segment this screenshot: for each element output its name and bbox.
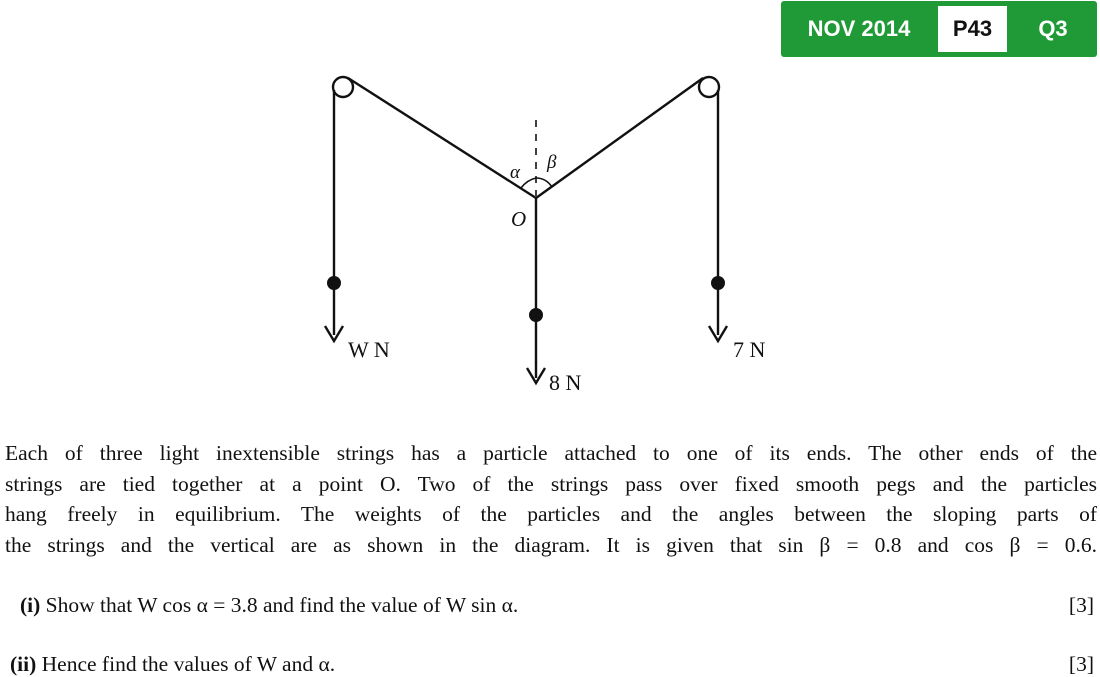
left-particle [327, 276, 341, 290]
question-stem [5, 438, 1097, 560]
part-i-label: (i) [20, 593, 41, 617]
question-number: Q3 [1038, 16, 1068, 41]
alpha-label: α [510, 162, 520, 183]
stem-line: the strings and the vertical are as shown in the diagram. It is given that sin β = 0.8 and cos β = 0.6. [5, 532, 1097, 557]
right-string-sloping [536, 78, 703, 198]
left-string-sloping [348, 78, 536, 198]
middle-particle [529, 308, 543, 322]
beta-label: β [547, 152, 557, 173]
right-weight-label: 7 N [733, 337, 766, 362]
middle-weight-label: 8 N [549, 370, 582, 395]
beta-arc [536, 178, 552, 187]
part-i-marks: [3] [1068, 593, 1094, 617]
part-ii-marks: [3] [1068, 652, 1094, 676]
stem-line: Each of three light inextensible strings has a particle attached to one of its ends. The other ends of the [5, 441, 1097, 465]
session-label: NOV 2014 [807, 16, 911, 41]
part-ii-text: Hence find the values of W and α. [41, 652, 336, 676]
part-ii-label: (ii) [10, 652, 37, 676]
point-o-label: O [511, 207, 527, 231]
right-particle [711, 276, 725, 290]
part-i-text: Show that W cos α = 3.8 and find the value of W sin α. [45, 593, 519, 617]
paper-label: P43 [938, 6, 1007, 52]
alpha-arc [521, 178, 536, 188]
stem-line: hang freely in equilibrium. The weights of the particles and the angles between the sloping parts of [5, 502, 1097, 526]
stem-line: strings are tied together at a point O. Two of the strings pass over fixed smooth pegs and the particles [5, 471, 1097, 496]
left-weight-label: W N [348, 337, 390, 362]
